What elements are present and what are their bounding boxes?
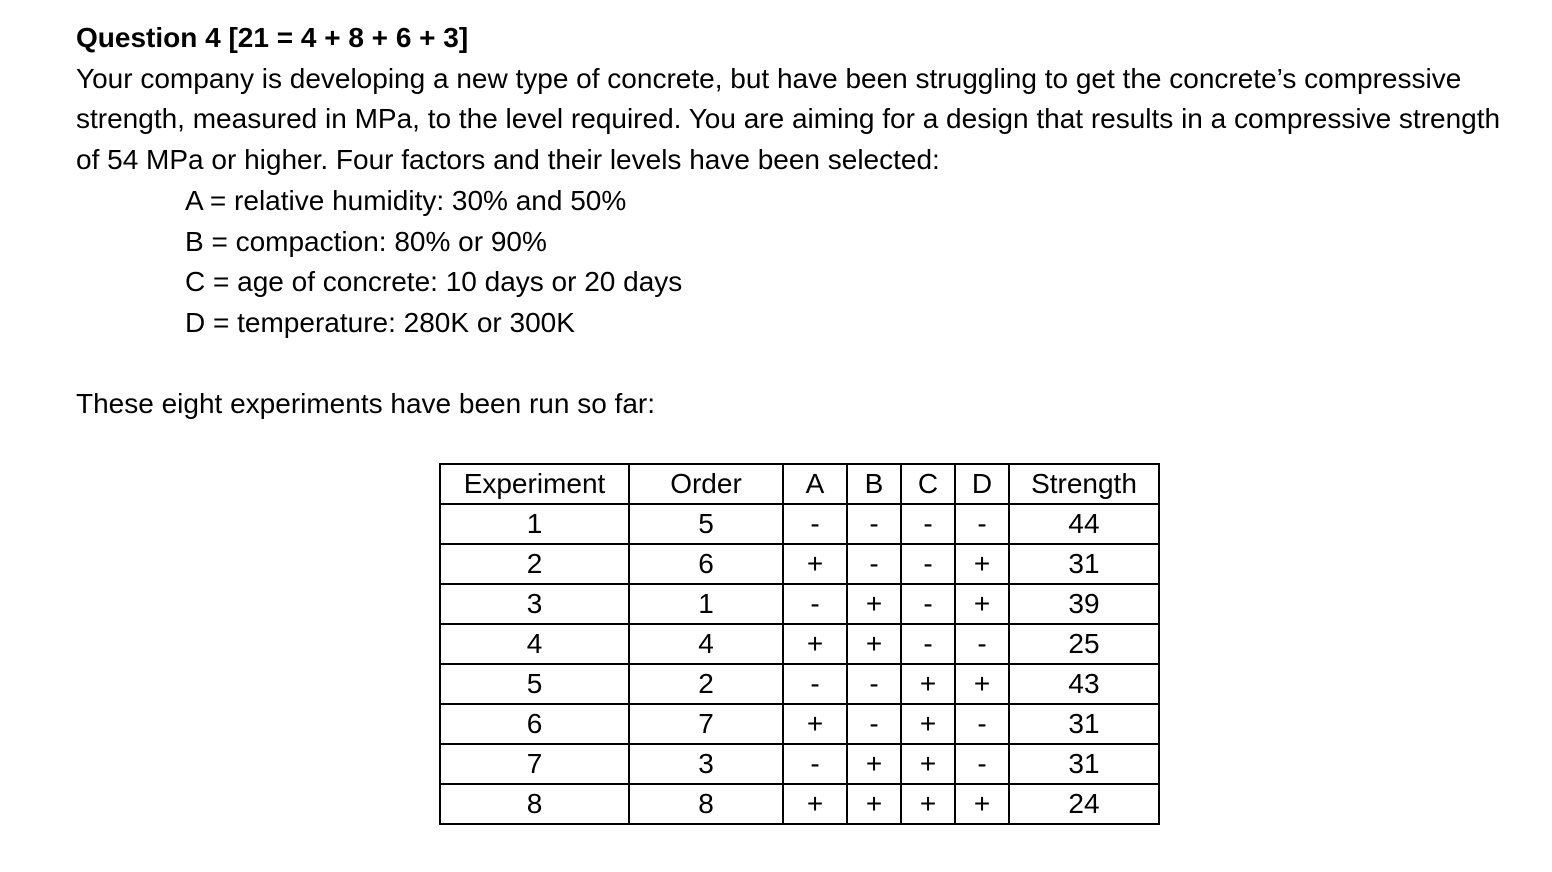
cell-d: + — [955, 784, 1009, 824]
cell-order: 2 — [629, 664, 783, 704]
cell-a: - — [783, 664, 847, 704]
factor-c: C = age of concrete: 10 days or 20 days — [185, 266, 683, 298]
question-intro: Your company is developing a new type of concrete, but have been struggling to get the concrete’s compressive strength, measured in MPa, to the level required. You are aiming for a design that results in a compressive strength of 54 MPa or higher. Four factors and their levels have been selected: — [76, 62, 1501, 176]
header-experiment: Experiment — [440, 464, 629, 504]
table-row — [440, 784, 1159, 824]
cell-order: 8 — [629, 784, 783, 824]
cell-order: 5 — [629, 504, 783, 544]
table-row — [440, 584, 1159, 624]
experiments-intro: These eight experiments have been run so far: — [76, 387, 656, 419]
cell-c: - — [901, 624, 955, 664]
cell-strength: 25 — [1009, 624, 1159, 664]
table-row — [440, 624, 1159, 664]
header-a: A — [783, 464, 847, 504]
cell-strength: 31 — [1009, 704, 1159, 744]
cell-d: + — [955, 584, 1009, 624]
cell-b: + — [847, 584, 901, 624]
cell-b: + — [847, 624, 901, 664]
cell-order: 3 — [629, 744, 783, 784]
header-d: D — [955, 464, 1009, 504]
experiment-table-wrapper — [439, 463, 1160, 825]
cell-b: - — [847, 704, 901, 744]
cell-a: - — [783, 744, 847, 784]
cell-c: - — [901, 504, 955, 544]
header-order: Order — [629, 464, 783, 504]
table-row — [440, 544, 1159, 584]
factor-a: A = relative humidity: 30% and 50% — [185, 184, 627, 216]
experiment-table — [439, 463, 1160, 825]
cell-a: + — [783, 704, 847, 744]
cell-d: - — [955, 744, 1009, 784]
cell-experiment: 7 — [440, 744, 629, 784]
table-row — [440, 664, 1159, 704]
document-body — [76, 18, 1526, 424]
header-strength: Strength — [1009, 464, 1159, 504]
cell-experiment: 5 — [440, 664, 629, 704]
factor-b: B = compaction: 80% or 90% — [185, 225, 547, 257]
table-row — [440, 744, 1159, 784]
header-c: C — [901, 464, 955, 504]
cell-a: + — [783, 784, 847, 824]
cell-strength: 39 — [1009, 584, 1159, 624]
header-b: B — [847, 464, 901, 504]
cell-order: 1 — [629, 584, 783, 624]
cell-strength: 31 — [1009, 744, 1159, 784]
cell-d: + — [955, 664, 1009, 704]
cell-order: 7 — [629, 704, 783, 744]
cell-c: + — [901, 704, 955, 744]
factor-list — [76, 181, 1526, 344]
cell-c: + — [901, 664, 955, 704]
cell-order: 4 — [629, 624, 783, 664]
cell-d: + — [955, 544, 1009, 584]
cell-b: - — [847, 544, 901, 584]
cell-order: 6 — [629, 544, 783, 584]
cell-d: - — [955, 624, 1009, 664]
cell-c: + — [901, 744, 955, 784]
cell-strength: 31 — [1009, 544, 1159, 584]
cell-b: - — [847, 504, 901, 544]
cell-strength: 44 — [1009, 504, 1159, 544]
cell-a: + — [783, 624, 847, 664]
table-row — [440, 504, 1159, 544]
cell-experiment: 1 — [440, 504, 629, 544]
cell-experiment: 8 — [440, 784, 629, 824]
cell-strength: 24 — [1009, 784, 1159, 824]
table-row — [440, 704, 1159, 744]
question-title: Question 4 [21 = 4 + 8 + 6 + 3] — [76, 22, 469, 53]
cell-c: - — [901, 544, 955, 584]
cell-b: + — [847, 744, 901, 784]
cell-a: - — [783, 504, 847, 544]
factor-d: D = temperature: 280K or 300K — [185, 306, 575, 338]
cell-c: - — [901, 584, 955, 624]
cell-d: - — [955, 704, 1009, 744]
cell-b: - — [847, 664, 901, 704]
blank-line — [76, 344, 1526, 384]
cell-a: + — [783, 544, 847, 584]
cell-experiment: 4 — [440, 624, 629, 664]
cell-strength: 43 — [1009, 664, 1159, 704]
cell-b: + — [847, 784, 901, 824]
cell-d: - — [955, 504, 1009, 544]
table-header-row — [440, 464, 1159, 504]
cell-experiment: 3 — [440, 584, 629, 624]
cell-c: + — [901, 784, 955, 824]
cell-experiment: 2 — [440, 544, 629, 584]
cell-experiment: 6 — [440, 704, 629, 744]
cell-a: - — [783, 584, 847, 624]
